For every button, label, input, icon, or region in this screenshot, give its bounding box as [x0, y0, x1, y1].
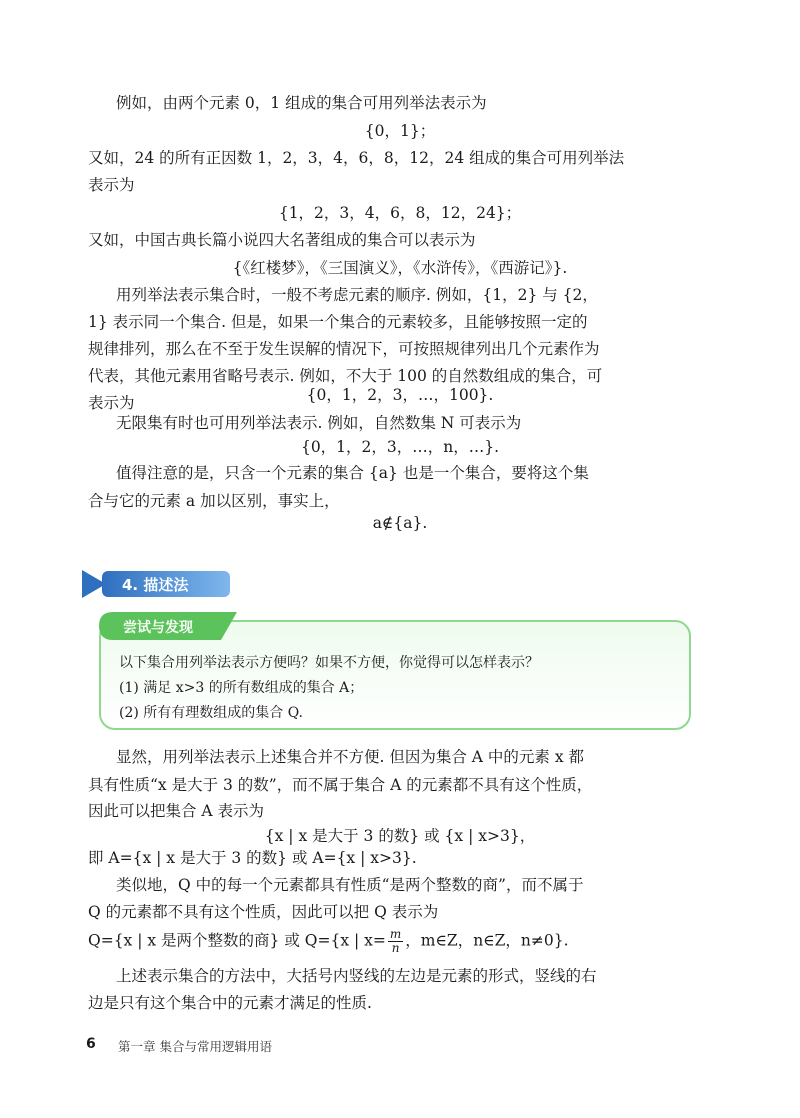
formula-prefix: Q={x | x 是两个整数的商} 或 Q={x | x=: [88, 931, 386, 950]
page-number: 6: [86, 1036, 96, 1052]
box-line: (1) 满足 x>3 的所有数组成的集合 A；: [119, 680, 364, 696]
try-discover-tab: [99, 612, 247, 640]
paragraph-line: 又如，中国古典长篇小说四大名著组成的集合可以表示为: [88, 231, 476, 249]
paragraph-line: 1} 表示同一个集合. 但是，如果一个集合的元素较多，且能够按照一定的: [88, 313, 588, 331]
paragraph-line: 规律排列，那么在不至于发生误解的情况下，可按照规律列出几个元素作为: [88, 340, 600, 358]
paragraph-line: 上述表示集合的方法中，大括号内竖线的左边是元素的形式，竖线的右: [116, 967, 597, 985]
paragraph-line: 又如，24 的所有正因数 1，2，3，4，6，8，12，24 组成的集合可用列举法: [88, 149, 625, 167]
denominator: n: [391, 941, 400, 955]
paragraph-line: 合与它的元素 a 加以区别，事实上，: [88, 492, 340, 510]
section-heading: [82, 568, 232, 600]
formula: {0，1，2，3，…，100}.: [306, 386, 494, 404]
paragraph-line: 具有性质“x 是大于 3 的数”，而不属于集合 A 的元素都不具有这个性质，: [88, 776, 593, 794]
tab-label: 尝试与发现: [123, 620, 193, 636]
numerator: m: [389, 927, 402, 941]
paragraph-line: 表示为: [88, 176, 135, 194]
formula: {x | x 是大于 3 的数} 或 {x | x>3}，: [264, 827, 536, 845]
formula: {0，1，2，3，…，n，…}.: [300, 438, 500, 456]
fraction: [388, 928, 403, 955]
section-title: 4. 描述法: [122, 576, 189, 594]
paragraph-line: 类似地，Q 中的每一个元素都具有性质“是两个整数的商”，而不属于: [116, 876, 584, 894]
formula-fraction-line: [88, 928, 569, 955]
formula: {0，1}；: [364, 122, 436, 140]
paragraph-line: 无限集有时也可用列举法表示. 例如，自然数集 N 可表示为: [116, 414, 522, 432]
box-line: (2) 所有有理数组成的集合 Q.: [119, 705, 303, 721]
box-line: 以下集合用列举法表示方便吗？如果不方便，你觉得可以怎样表示？: [119, 655, 539, 671]
formula-suffix: ，m∈Z，n∈Z，n≠0}.: [405, 931, 569, 950]
paragraph-line: 表示为: [88, 394, 135, 412]
paragraph-line: 代表，其他元素用省略号表示. 例如，不大于 100 的自然数组成的集合，可: [88, 367, 603, 385]
paragraph-line: 值得注意的是，只含一个元素的集合 {a} 也是一个集合，要将这个集: [116, 464, 589, 482]
paragraph-line: 边是只有这个集合中的元素才满足的性质.: [88, 994, 372, 1012]
formula: a∉{a}.: [372, 514, 428, 532]
formula: {1，2，3，4，6，8，12，24}；: [278, 204, 522, 222]
paragraph-line: Q 的元素都不具有这个性质，因此可以把 Q 表示为: [88, 903, 439, 921]
paragraph-line: 显然，用列举法表示上述集合并不方便. 但因为集合 A 中的元素 x 都: [116, 748, 584, 766]
paragraph-line: 即 A={x | x 是大于 3 的数} 或 A={x | x>3}.: [88, 849, 417, 867]
paragraph-line: 因此可以把集合 A 表示为: [88, 802, 265, 820]
chapter-title: 第一章 集合与常用逻辑用语: [118, 1039, 272, 1054]
formula: {《红楼梦》，《三国演义》，《水浒传》，《西游记》}.: [232, 259, 568, 277]
paragraph-line: 用列举法表示集合时，一般不考虑元素的顺序. 例如，{1，2} 与 {2，: [116, 286, 598, 304]
paragraph-line: 例如，由两个元素 0，1 组成的集合可用列举法表示为: [116, 94, 487, 112]
